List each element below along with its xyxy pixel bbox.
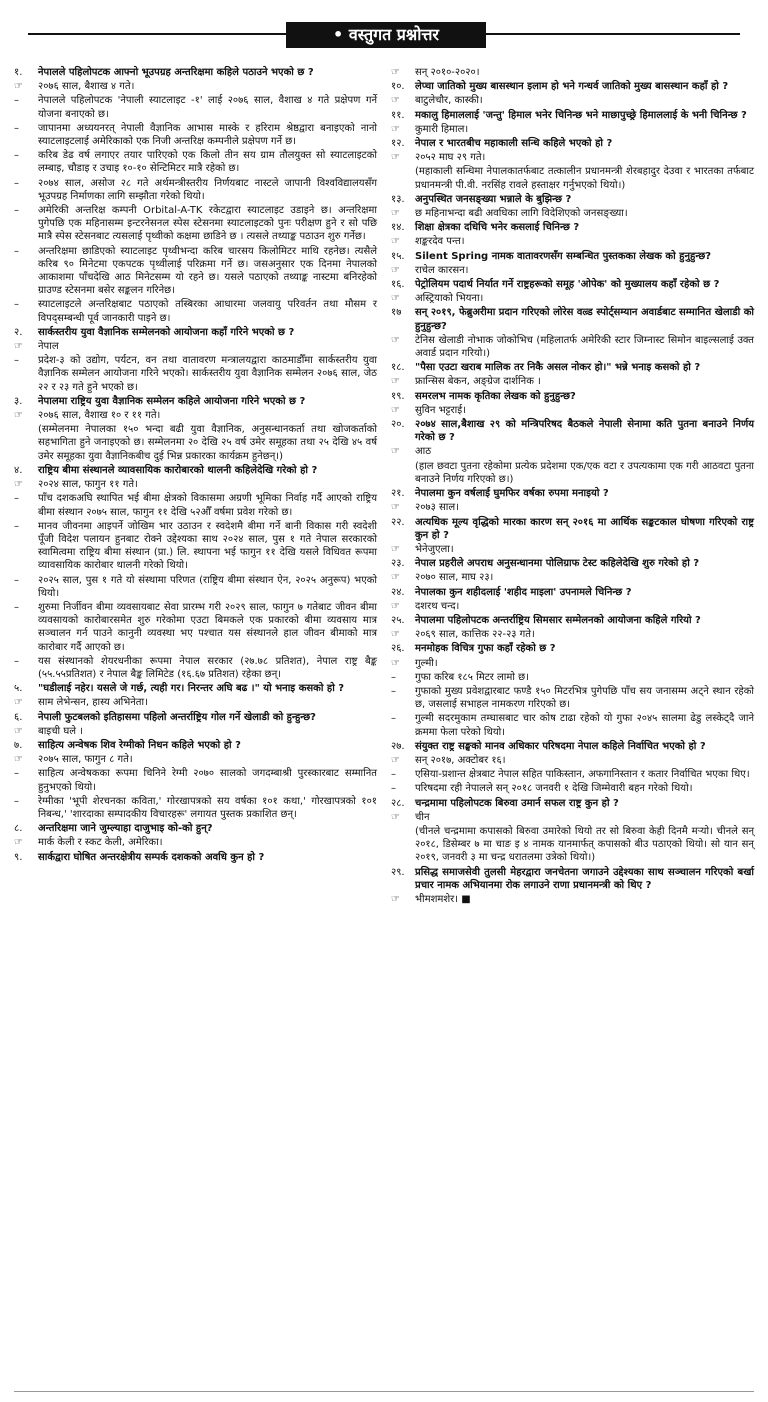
answer-item (14, 80, 377, 93)
answer-item (391, 375, 754, 388)
answer-text: सुविन भट्टराई। (415, 404, 466, 416)
answer-text: २०७६ साल, वैशाख १० र ११ गते। (38, 410, 161, 422)
note-indent (391, 825, 415, 865)
answer-item (14, 725, 377, 738)
question-number: १९. (391, 390, 405, 402)
answer-text: भेनेजुएला। (415, 543, 454, 555)
answer-pointer-icon: ☞ (14, 837, 23, 849)
answer-pointer-icon: ☞ (391, 404, 400, 416)
detail-text: गुफा करिब १८५ मिटर लामो छ। (415, 671, 529, 683)
detail-item (14, 177, 377, 203)
detail-text: गुल्मी सदरमुकाम तम्घासबाट चार कोष टाढा रहेको यो गुफा २०४५ सालमा ढेडु लस्केट्दै जाने क्रममा फेला परेको थियो। (415, 713, 754, 738)
detail-item (14, 94, 377, 120)
note-text: (सम्मेलनमा नेपालका १५० भन्दा बढी युवा वैज्ञानिक, अनुसन्धानकर्ता तथा खोजकर्ताको सहभागिता हुने जनाइएको छ। सम्मेलनमा २० देखि २५ वर्ष उमेर समूहका तथा २५ देखि ४५ वर्ष उमेर समूहका युवा वैज्ञानिकबीच दुई भिन्न प्रकारका कार्यक्रम हुनेछन्।) (38, 424, 377, 462)
note-indent (391, 460, 415, 486)
question-item (391, 278, 754, 291)
note-indent (14, 423, 38, 463)
question-item (391, 487, 754, 500)
detail-text: अमेरिकी अन्तरिक्ष कम्पनी Orbital-A-TK रकेटद्वारा स्याटलाइट उडाइने छ। अन्तरिक्षमा पुगेपछि एक महिनासम्म इन्टरनेसनल स्पेस स्टेसनमा स्याटलाइटको पुनः परीक्षण हुने र सो पछि मात्रै स्पेस स्टेसनबाट त्यसलाई पृथ्वीको कक्षमा छाडिने छ । त्यसले तथ्याङ्क पठाउन शुरु गर्नेछ। (38, 205, 377, 243)
question-text: मकालु हिमाललाई 'जन्तु' हिमाल भनेर चिनिन्छ भने माछापुच्छ्रे हिमाललाई के भनी चिनिन्छ ? (415, 109, 747, 121)
answer-text: सन् २०१७, अक्टोबर १६। (415, 754, 506, 766)
answer-item (391, 123, 754, 136)
question-text: सन् २०१९, फेब्रुअरीमा प्रदान गरिएको लोरेस वल्र्ड स्पोर्ट्सम्यान अवार्डबाट सम्मानित खेलाडी को हुनुहुन्छ? (415, 307, 754, 332)
detail-text: पाँच दशकअघि स्थापित भई बीमा क्षेत्रको विकासमा अग्रणी भूमिका निर्वाह गर्दै आएको राष्ट्रिय बीमा संस्थान २०७५ साल, फागुन ११ देखि ५२औँ वर्षमा प्रवेश गरेको छ। (38, 493, 377, 518)
question-item (391, 557, 754, 570)
answer-item (14, 753, 377, 766)
question-number: २९. (391, 866, 405, 878)
question-text: प्रसिद्ध समाजसेवी तुलसी मेहरद्वारा जनचेतना जगाउने उद्देश्यका साथ सञ्चालन गरिएको बर्खा प्रचार नामक अभियानमा रोक लगाउने राणा प्रधानमन्त्री को थिए ? (415, 866, 754, 891)
question-number: ४. (14, 464, 23, 476)
question-text: लेप्चा जातिको मुख्य बासस्थान इलाम हो भने गन्धर्व जातिको मुख्य बासस्थान कहाँ हो ? (415, 81, 729, 93)
question-item (14, 851, 377, 864)
detail-text: २०७४ साल, असोज २८ गते अर्थमन्त्रीस्तरीय निर्णयबाट नास्टले जापानी विश्वविद्यालयसँग भूउपग्रह निर्माणका लागि सम्झौता गरेको थियो। (38, 177, 377, 202)
answer-text: कुमारी हिमाल। (415, 123, 469, 135)
question-text: २०७४ साल,बैशाख २९ को मन्त्रिपरिषद बैठकले नेपाली सेनामा कति पुतना बनाउने निर्णय गरेको छ ? (415, 419, 754, 444)
question-number: २१. (391, 488, 405, 500)
dash-bullet-icon: – (14, 795, 19, 807)
question-number: १७ (391, 307, 402, 319)
answer-item (391, 404, 754, 417)
answer-text: दशरथ चन्द। (415, 600, 460, 612)
detail-text: अन्तरिक्षमा छाडिएको स्याटलाइट पृथ्वीभन्दा करिब चारसय किलोमिटर माथि रहनेछ। त्यसैले करिब ९० मिनेटमा एकपटक पृथ्वीलाई परिक्रमा गर्ने छ। जसअनुसार एक दिनमा नेपालको आकाशमा पाँचदेखि आठ मिनेटसम्म यो रहने छ। यसले पठाएको तथ्याङ्क नास्टमा बनिरहेको ग्राउण्ड स्टेसनमा बसेर सङ्कलन गरिनेछ। (38, 245, 377, 297)
question-text: समरलभ नामक कृतिका लेखक को हुनुहुन्छ? (415, 390, 576, 402)
answer-item (391, 893, 754, 906)
answer-text: २०७५ साल, फागुन ८ गते। (38, 754, 133, 766)
question-text: अन्तरिक्षमा जाने जुम्ल्याहा दाजुभाइ को-को हुन्? (38, 823, 213, 835)
answer-pointer-icon: ☞ (391, 334, 400, 346)
answer-pointer-icon: ☞ (391, 264, 400, 276)
dash-bullet-icon: – (391, 685, 396, 697)
answer-text: भीमशमशेर। ■ (415, 893, 471, 905)
bottom-rule (14, 1391, 754, 1392)
detail-text: २०२५ साल, पुस १ गते यो संस्थामा परिणत (राष्ट्रिय बीमा संस्थान ऐन, २०२५ अनुरूप) भएको थियो। (38, 574, 377, 599)
left-column (14, 66, 377, 907)
question-item (391, 361, 754, 374)
detail-item (391, 685, 754, 711)
answer-item (391, 94, 754, 107)
answer-pointer-icon: ☞ (391, 629, 400, 641)
question-number: ८. (14, 823, 23, 835)
dash-bullet-icon: – (14, 601, 19, 613)
answer-pointer-icon: ☞ (14, 81, 23, 93)
dash-bullet-icon: – (391, 769, 396, 781)
answer-item (391, 445, 754, 458)
right-column (391, 66, 754, 907)
note-item (391, 165, 754, 191)
answer-item (391, 292, 754, 305)
answer-pointer-icon: ☞ (391, 600, 400, 612)
answer-item (391, 811, 754, 824)
question-item (14, 739, 377, 752)
detail-item (391, 712, 754, 738)
answer-pointer-icon: ☞ (14, 754, 23, 766)
question-item (391, 797, 754, 810)
question-text: नेपाली फुटबलको इतिहासमा पहिलो अन्तर्राष्ट्रिय गोल गर्ने खेलाडी को हुन्हुन्छ? (38, 711, 316, 723)
question-text: "पैसा एउटा खराब मालिक तर निकै असल नोकर हो।" भन्ने भनाइ कसको हो ? (415, 362, 701, 374)
question-text: अत्यधिक मूल्य वृद्धिको मारका कारण सन् २०१६ मा आर्थिक सङ्कटकाल घोषणा गरिएको राष्ट्र कुन हो ? (415, 516, 754, 541)
question-text: सार्कस्तरीय युवा वैज्ञानिक सम्मेलनको आयोजना कहाँ गरिने भएको छ ? (38, 326, 295, 338)
answer-pointer-icon: ☞ (391, 376, 400, 388)
columns (14, 66, 754, 907)
question-text: अनुपस्थित जनसङ्ख्या भन्नाले के बुझिन्छ ? (415, 193, 572, 205)
question-number: २५. (391, 614, 405, 626)
detail-text: मानव जीवनमा आइपर्ने जोखिम भार उठाउन र स्वदेशमै बीमा गर्ने बानी विकास गरी स्वदेशी पूँजी विदेश पलायन हुनबाट रोक्ने उद्देश्यका साथ २०२४ साल, पुस १ गते नेपाल सरकारको स्वामित्वमा राष्ट्रिय बीमा संस्थान (प्रा.) लि. स्थापना भई फागुन ११ देखि यसले विधिवत रूपमा व्यावसायिक कारोबार थालनी गरेको थियो। (38, 520, 377, 572)
question-item (14, 682, 377, 695)
answer-pointer-icon: ☞ (391, 293, 400, 305)
answer-pointer-icon: ☞ (391, 208, 400, 220)
answer-pointer-icon: ☞ (14, 410, 23, 422)
answer-item (391, 543, 754, 556)
dash-bullet-icon: – (14, 299, 19, 311)
question-item (391, 193, 754, 206)
detail-item (14, 298, 377, 324)
answer-item (391, 628, 754, 641)
detail-item (14, 520, 377, 573)
answer-pointer-icon: ☞ (391, 152, 400, 164)
answer-item (391, 264, 754, 277)
answer-item (391, 151, 754, 164)
detail-text: प्रदेश-३ को उद्योग, पर्यटन, वन तथा वातावरण मन्त्रालयद्वारा काठमाडौँमा सार्कस्तरीय युवा वैज्ञानिक सम्मेलन आयोजना गरिने भएको। सार्कस्तरीय युवा वैज्ञानिक सम्मेलन २०७६ साल, जेठ २२ र २३ गते हुने भएको छ। (38, 355, 377, 393)
answer-text: २०७६ साल, बैशाख ४ गते। (38, 81, 135, 93)
dash-bullet-icon: – (14, 768, 19, 780)
answer-text: २०७० साल, माघ २३। (415, 572, 494, 584)
note-item (14, 423, 377, 463)
answer-text: छ महिनाभन्दा बढी अवधिका लागि विदेशिएको जनसङ्ख्या। (415, 208, 628, 220)
question-number: २६. (391, 643, 405, 655)
question-item (391, 866, 754, 892)
question-item (14, 66, 377, 79)
answer-item (391, 571, 754, 584)
answer-item (391, 754, 754, 767)
answer-pointer-icon: ☞ (391, 811, 400, 823)
question-text: मनमोहक विचित्र गुफा कहाँ रहेको छ ? (415, 643, 556, 655)
answer-item (391, 501, 754, 514)
detail-item (391, 768, 754, 781)
answer-item (14, 836, 377, 849)
detail-item (14, 492, 377, 518)
note-text: (महाकाली सन्धिमा नेपालकातर्फबाट तत्कालीन प्रधानमन्त्री शेरबहादुर देउवा र भारतका तर्फबाट प्रधानमन्त्री पी.वी. नरसिंह रावले हस्ताक्षर गर्नुभएको थियो।) (415, 166, 754, 191)
dash-bullet-icon: – (391, 783, 396, 795)
detail-item (14, 122, 377, 148)
answer-pointer-icon: ☞ (391, 446, 400, 458)
question-item (14, 711, 377, 724)
answer-pointer-icon: ☞ (14, 697, 23, 709)
dash-bullet-icon: – (14, 95, 19, 107)
question-number: १५. (391, 250, 405, 262)
detail-text: यस संस्थानको शेयरधनीका रूपमा नेपाल सरकार (२७.७८ प्रतिशत), नेपाल राष्ट्र बैङ्क (५५.५५प्रतिशत) र नेपाल बैङ्क लिमिटेड (१६.६७ प्रतिशत) रहेका छन्। (38, 655, 377, 680)
question-item (14, 822, 377, 835)
question-number: २. (14, 326, 23, 338)
detail-item (14, 767, 377, 793)
answer-text: २०६९ साल, कात्तिक २२-२३ गते। (415, 629, 535, 641)
question-number: १४. (391, 222, 405, 234)
answer-text: २०५२ माघ २९ गते। (415, 152, 486, 164)
detail-item (14, 354, 377, 394)
question-item (391, 418, 754, 444)
question-item (391, 250, 754, 263)
answer-item (14, 409, 377, 422)
answer-text: फ्रान्सिस बेकन, अङ्ग्रेज दार्शनिक । (415, 376, 541, 388)
dash-bullet-icon: – (14, 177, 19, 189)
answer-item (14, 696, 377, 709)
dash-bullet-icon: – (391, 671, 396, 683)
detail-text: नेपालले पहिलोपटक 'नेपाली स्याटलाइट -१' लाई २०७६ साल, वैशाख ४ गते प्रक्षेपण गर्ने योजना बनाएको छ। (38, 95, 377, 120)
question-item (391, 306, 754, 332)
dash-bullet-icon: – (14, 493, 19, 505)
question-number: २८. (391, 797, 405, 809)
answer-item (14, 478, 377, 491)
question-text: राष्ट्रिय बीमा संस्थानले व्यावसायिक कारोबारको थालनी कहिलेदेखि गरेको हो ? (38, 464, 318, 476)
question-number: २३. (391, 558, 405, 570)
dash-bullet-icon: – (14, 150, 19, 162)
answer-pointer-icon: ☞ (391, 893, 400, 905)
detail-text: शुरुमा निर्जीवन बीमा व्यवसायबाट सेवा प्रारम्भ गरी २०२९ साल, फागुन ७ गतेबाट जीवन बीमा व्यवसायको कारोबारसमेत शुरु गरेकोमा एउटा बिमकले एक प्रकारको बीमा व्यवसाय मात्र सञ्चालन गर्न पाउने कानुनी व्यवस्था भए पश्चात यस संस्थानले हाल जीवन बीमाको मात्र कारोबार गर्दै आएको छ। (38, 601, 377, 653)
question-item (14, 464, 377, 477)
answer-text: मार्क केली र स्कट केली, अमेरिका। (38, 837, 163, 849)
detail-text: करिब डेढ वर्ष लगाएर तयार पारिएको एक किलो तीन सय ग्राम तौलयुक्त सो स्याटलाइटको लम्बाइ, चौडाइ र उचाइ १०-१० सेन्टिमिटर मात्रै रहेको छ। (38, 150, 377, 175)
answer-text: चीन (415, 811, 430, 823)
question-number: १८. (391, 362, 405, 374)
answer-text: नेपाल (38, 341, 59, 353)
answer-pointer-icon: ☞ (391, 67, 400, 78)
answer-pointer-icon: ☞ (14, 341, 23, 353)
question-text: चन्द्रमामा पहिलोपटक बिरुवा उमार्न सफल राष्ट्र कुन हो ? (415, 797, 619, 809)
question-item (391, 614, 754, 627)
question-text: नेपालमा पहिलोपटक अन्तर्राष्ट्रिय सिमसार सम्मेलनको आयोजना कहिले गरियो ? (415, 614, 701, 626)
detail-text: गुफाको मुख्य प्रवेशद्वारबाट फण्डै १५० मिटरभित्र पुगेपछि पाँच सय जनासम्म अट्ने स्थान रहेको छ, जसलाई सभाहल नामकरण गरिएको छ। (415, 685, 754, 711)
question-number: १२. (391, 138, 405, 150)
title-row (14, 0, 754, 54)
dash-bullet-icon: – (14, 520, 19, 532)
dash-bullet-icon: – (14, 574, 19, 586)
question-item (391, 221, 754, 234)
answer-item (391, 66, 754, 79)
answer-pointer-icon: ☞ (391, 657, 400, 669)
question-text: सार्कद्वारा घोषित अन्तरक्षेत्रीय सम्पर्क दशकको अवधि कुन हो ? (38, 851, 265, 863)
question-number: २२. (391, 516, 405, 528)
note-text: (हाल छवटा पुतना रहेकोमा प्रत्येक प्रदेशमा एक/एक वटा र उपत्यकामा एक गरी आठवटा पुतना बनाउने निर्णय गरिएको छ।) (415, 460, 754, 485)
question-item (391, 516, 754, 542)
detail-item (14, 795, 377, 821)
answer-text: आठ (415, 446, 432, 458)
note-text: (चीनले चन्द्रमामा कपासको बिरुवा उमारेको थियो तर सो बिरुवा केही दिनमै मऱ्यो। चीनले सन् २०१८, डिसेम्बर ७ मा चाङ इ ४ नामक यानमार्फत् कपासको बीउ पठाएको थियो। सो यान सन् २०१९, जनवरी ३ मा चन्द्र धरातलमा उत्रेको थियो।) (415, 825, 754, 864)
question-text: नेपालले पहिलोपटक आफ्नो भूउपग्रह अन्तरिक्षमा कहिले पठाउने भएको छ ? (38, 67, 314, 78)
question-number: ११. (391, 109, 405, 121)
question-item (391, 740, 754, 753)
page-title: • वस्तुगत प्रश्नोत्तर (286, 22, 486, 48)
question-number: १. (14, 67, 23, 78)
detail-item (14, 149, 377, 175)
answer-pointer-icon: ☞ (391, 572, 400, 584)
question-item (391, 390, 754, 403)
question-number: १०. (391, 81, 405, 93)
answer-item (391, 600, 754, 613)
answer-pointer-icon: ☞ (391, 95, 400, 107)
detail-text: परिषदमा रही नेपालले सन् २०१८ जनवरी १ देखि जिम्मेवारी बहन गरेको थियो। (415, 783, 693, 795)
answer-text: सन् २०१०-२०२०। (415, 67, 480, 78)
detail-item (14, 245, 377, 298)
detail-item (14, 655, 377, 681)
detail-item (391, 671, 754, 684)
detail-text: स्याटलाइटले अन्तरिक्षबाट पठाएको तस्बिरका आधारमा जलवायु परिवर्तन तथा मौसम र विपद्सम्बन्धी पूर्व जानकारी पाइने छ। (38, 299, 377, 324)
answer-text: २०२४ साल, फागुन ११ गते। (38, 479, 138, 491)
detail-item (14, 204, 377, 244)
answer-pointer-icon: ☞ (391, 502, 400, 514)
answer-item (391, 334, 754, 360)
question-text: "घडीलाई नहेर। यसले जे गर्छ, त्यही गर। निरन्तर अघि बढ ।" यो भनाइ कसको हो ? (38, 683, 345, 695)
dash-bullet-icon: – (14, 122, 19, 134)
question-number: ६. (14, 711, 23, 723)
note-item (391, 460, 754, 486)
note-indent (391, 165, 415, 191)
answer-item (14, 340, 377, 353)
question-number: ३. (14, 395, 23, 407)
answer-text: २०७३ साल। (415, 502, 459, 514)
question-text: Silent Spring नामक वातावरणसँग सम्बन्धित पुस्तकका लेखक को हुनुहुन्छ? (415, 250, 711, 262)
answer-pointer-icon: ☞ (391, 236, 400, 248)
question-number: ७. (14, 739, 23, 751)
question-number: ५. (14, 683, 23, 695)
question-text: नेपाल र भारतबीच महाकाली सन्धि कहिले भएको हो ? (415, 138, 613, 150)
question-number: २४. (391, 586, 405, 598)
question-text: नेपालमा राष्ट्रिय युवा वैज्ञानिक सम्मेलन कहिले आयोजना गरिने भएको छ ? (38, 395, 306, 407)
detail-item (391, 782, 754, 795)
question-item (391, 586, 754, 599)
question-text: नेपालमा कुन वर्षलाई घुमफिर वर्षका रुपमा मनाइयो ? (415, 488, 609, 500)
detail-text: साहित्य अन्वेषकका रूपमा चिनिने रेग्मी २०७० सालको जगदम्बाश्री पुरस्कारबाट सम्मानित हुनुभएको थियो। (38, 768, 377, 793)
question-text: नेपालका कुन शहीदलाई 'शहीद माइला' उपनामले चिनिन्छ ? (415, 586, 632, 598)
answer-pointer-icon: ☞ (14, 479, 23, 491)
answer-item (391, 235, 754, 248)
answer-item (391, 657, 754, 670)
question-number: १३. (391, 193, 405, 205)
note-item (391, 825, 754, 865)
answer-text: शङ्करदेव पन्त। (415, 236, 465, 248)
answer-text: गुल्मी। (415, 657, 438, 669)
dash-bullet-icon: – (391, 713, 396, 725)
detail-text: एसिया-प्रशान्त क्षेत्रबाट नेपाल सहित पाकिस्तान, अफगानिस्तान र कतार निर्वाचित भएका थिए। (415, 769, 750, 781)
dash-bullet-icon: – (14, 655, 19, 667)
question-number: ९. (14, 851, 23, 863)
detail-text: रेग्मीका 'भूपी शेरचनका कविता,' गोरखापत्रको सय वर्षका १०१ कथा,' गोरखापत्रको १०१ निबन्ध,' 'शारदाका सम्पादकीय विचारहरू' लगायत पुस्तक प्रकाशित छन्। (38, 795, 377, 820)
question-text: साहित्य अन्वेषक शिव रेग्मीको निधन कहिले भएको हो ? (38, 739, 241, 751)
answer-text: अस्ट्रियाको भियना। (415, 293, 484, 305)
answer-pointer-icon: ☞ (14, 725, 23, 737)
answer-pointer-icon: ☞ (391, 123, 400, 135)
question-number: २७. (391, 740, 405, 752)
question-item (391, 109, 754, 122)
question-text: शिक्षा क्षेत्रका दधिचि भनेर कसलाई चिनिन्छ ? (415, 222, 580, 234)
question-item (391, 642, 754, 655)
question-text: संयुक्त राष्ट्र सङ्घको मानव अधिकार परिषदमा नेपाल कहिले निर्वाचित भएको हो ? (415, 740, 706, 752)
question-item (14, 395, 377, 408)
answer-text: साम लेभेन्सन, हास्य अभिनेता। (38, 697, 148, 709)
detail-text: जापानमा अध्ययनरत् नेपाली वैज्ञानिक आभास मास्के र हरिराम श्रेष्ठद्वारा बनाइएको नानो स्याटलाइटलाई अमेरिकाको एक निजी अन्तरिक्ष कम्पनीले प्रक्षेपण गर्ने छ। (38, 122, 377, 148)
dash-bullet-icon: – (14, 355, 19, 367)
question-text: पेट्रोलियम पदार्थ निर्यात गर्ने राष्ट्रहरूको समूह 'ओपेक' को मुख्यालय कहाँ रहेको छ ? (415, 279, 720, 291)
question-number: २०. (391, 419, 405, 431)
question-item (14, 326, 377, 339)
answer-text: बाइची घले । (38, 725, 83, 737)
dash-bullet-icon: – (14, 205, 19, 217)
detail-item (14, 574, 377, 600)
answer-text: टेनिस खेलाडी नोभाक जोकोभिच (महिलातर्फ अमेरिकी स्टार जिम्नास्ट सिमोन बाइल्सलाई उक्त अवार्ड प्रदान गरियो।) (415, 334, 754, 360)
dash-bullet-icon: – (14, 245, 19, 257)
answer-text: बाटुलेचौर, कास्की। (415, 95, 483, 107)
question-text: नेपाल प्रहरीले अपराध अनुसन्धानमा पोलिग्राफ टेस्ट कहिलेदेखि शुरु गरेको हो ? (415, 558, 700, 570)
detail-item (14, 601, 377, 654)
answer-text: राचेल कारसन। (415, 264, 469, 276)
question-item (391, 137, 754, 150)
answer-item (391, 207, 754, 220)
question-item (391, 80, 754, 93)
answer-pointer-icon: ☞ (391, 754, 400, 766)
answer-pointer-icon: ☞ (391, 543, 400, 555)
question-number: १६. (391, 279, 405, 291)
